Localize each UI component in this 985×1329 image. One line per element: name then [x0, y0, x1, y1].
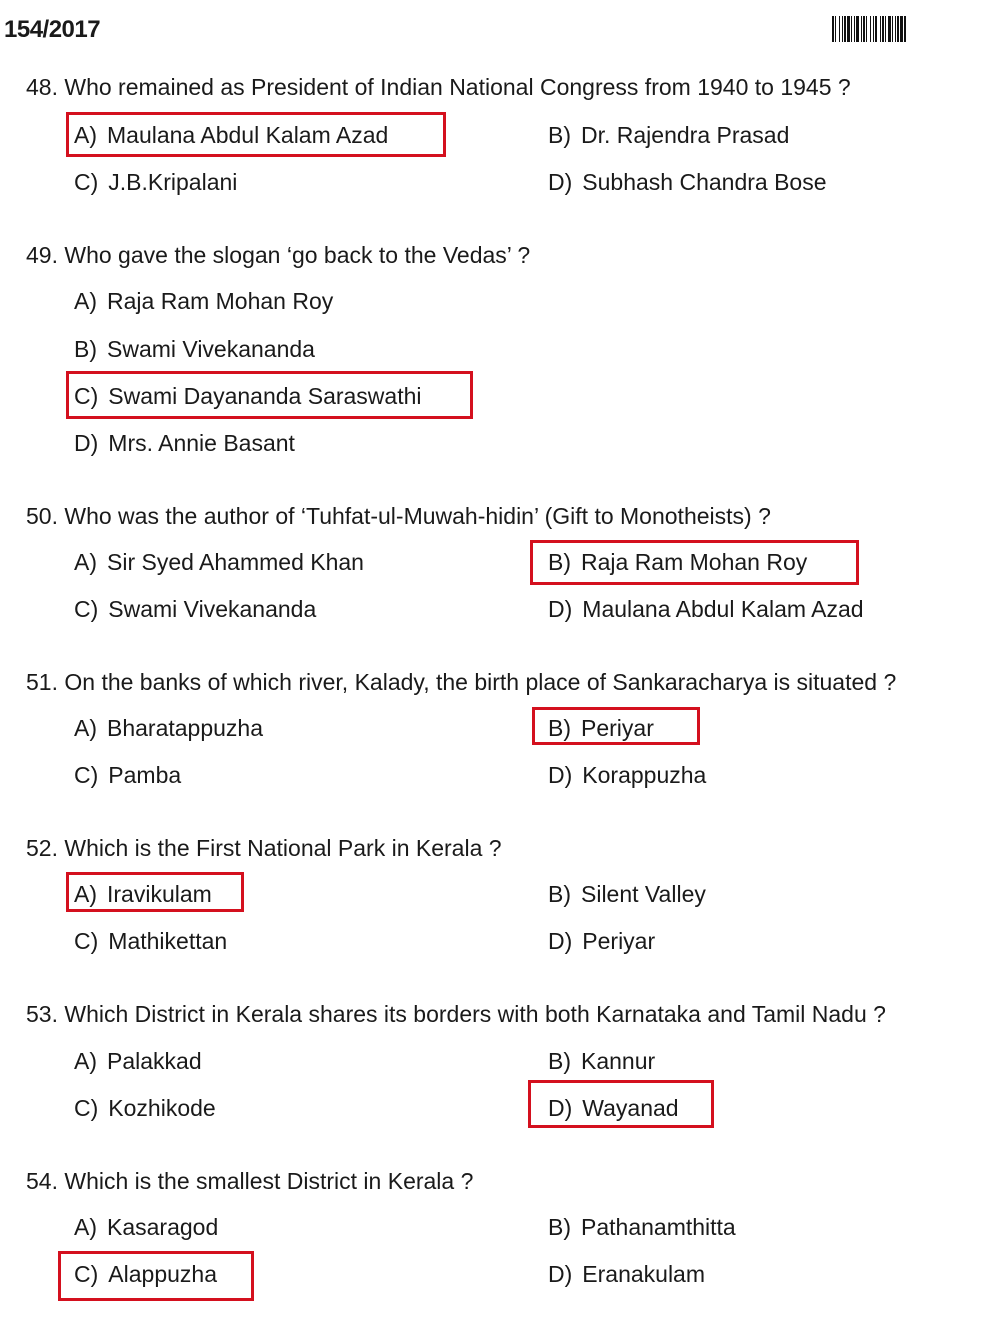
option-text: Subhash Chandra Bose — [582, 169, 827, 195]
option-49-a — [74, 288, 333, 315]
option-text: Sir Syed Ahammed Khan — [107, 549, 364, 575]
option-text: Periyar — [582, 928, 656, 954]
option-53-c — [74, 1095, 216, 1122]
option-label: A) — [74, 1048, 97, 1074]
option-label: B) — [548, 881, 571, 907]
question-54 — [26, 1168, 473, 1195]
option-text: Dr. Rajendra Prasad — [581, 122, 790, 148]
option-48-c — [74, 169, 237, 196]
option-50-c — [74, 596, 316, 623]
option-label: B) — [548, 715, 571, 741]
option-52-b — [548, 881, 706, 908]
option-label: C) — [74, 596, 99, 622]
question-52 — [26, 835, 502, 862]
option-text: Maulana Abdul Kalam Azad — [582, 596, 864, 622]
option-label: C) — [74, 1261, 99, 1287]
barcode — [832, 16, 982, 42]
option-text: Iravikulam — [107, 881, 212, 907]
option-text: Kozhikode — [108, 1095, 216, 1121]
option-text: Swami Vivekananda — [107, 336, 315, 362]
option-label: D) — [548, 1261, 573, 1287]
option-label: B) — [548, 1214, 571, 1240]
question-number: 48. — [26, 74, 58, 100]
option-label: A) — [74, 715, 97, 741]
question-text: Who gave the slogan ‘go back to the Vedas’ ? — [64, 242, 531, 268]
option-53-b — [548, 1048, 655, 1075]
option-label: B) — [548, 122, 571, 148]
option-52-c — [74, 928, 227, 955]
question-number: 49. — [26, 242, 58, 268]
option-label: A) — [74, 122, 97, 148]
question-50 — [26, 503, 771, 530]
option-51-d — [548, 762, 706, 789]
answer-highlight-48 — [66, 112, 446, 157]
question-text: Who was the author of ‘Tuhfat-ul-Muwah-hidin’ (Gift to Monotheists) ? — [64, 503, 771, 529]
option-label: B) — [548, 1048, 571, 1074]
question-53 — [26, 1001, 886, 1028]
option-51-c — [74, 762, 181, 789]
option-text: Mathikettan — [108, 928, 228, 954]
option-text: Kasaragod — [107, 1214, 219, 1240]
option-label: A) — [74, 881, 97, 907]
option-text: Palakkad — [107, 1048, 202, 1074]
question-number: 52. — [26, 835, 58, 861]
question-text: Which District in Kerala shares its borders with both Karnataka and Tamil Nadu ? — [64, 1001, 886, 1027]
option-label: D) — [548, 169, 573, 195]
option-text: Wayanad — [582, 1095, 679, 1121]
option-label: D) — [548, 1095, 573, 1121]
option-text: Alappuzha — [108, 1261, 217, 1287]
question-text: Which is the smallest District in Kerala ? — [64, 1168, 474, 1194]
option-text: Periyar — [581, 715, 654, 741]
option-label: A) — [74, 288, 97, 314]
option-49-d — [74, 430, 295, 457]
option-51-a — [74, 715, 263, 742]
answer-highlight-53 — [528, 1080, 714, 1128]
option-text: Kannur — [581, 1048, 656, 1074]
option-text: Raja Ram Mohan Roy — [107, 288, 334, 314]
option-text: Mrs. Annie Basant — [108, 430, 295, 456]
option-label: B) — [74, 336, 97, 362]
option-text: Korappuzha — [582, 762, 707, 788]
question-number: 54. — [26, 1168, 58, 1194]
option-48-d — [548, 169, 827, 196]
option-50-a — [74, 549, 364, 576]
paper-code: 154/2017 — [4, 16, 101, 43]
option-52-d — [548, 928, 655, 955]
option-label: C) — [74, 928, 99, 954]
option-text: Raja Ram Mohan Roy — [581, 549, 808, 575]
option-text: Swami Vivekananda — [108, 596, 317, 622]
question-51 — [26, 669, 896, 696]
question-number: 50. — [26, 503, 58, 529]
question-49 — [26, 242, 530, 269]
option-label: C) — [74, 169, 99, 195]
option-49-b — [74, 336, 315, 363]
option-48-b — [548, 122, 789, 149]
option-text: Bharatappuzha — [107, 715, 264, 741]
option-label: B) — [548, 549, 571, 575]
option-text: Pamba — [108, 762, 182, 788]
option-54-b — [548, 1214, 736, 1241]
option-label: D) — [548, 596, 573, 622]
question-text: On the banks of which river, Kalady, the birth place of Sankaracharya is situated ? — [64, 669, 897, 695]
answer-highlight-50 — [530, 540, 859, 585]
option-text: Maulana Abdul Kalam Azad — [107, 122, 389, 148]
option-54-a — [74, 1214, 218, 1241]
question-number: 53. — [26, 1001, 58, 1027]
answer-highlight-51 — [532, 707, 700, 745]
option-text: J.B.Kripalani — [108, 169, 238, 195]
option-50-d — [548, 596, 864, 623]
option-text: Eranakulam — [582, 1261, 706, 1287]
option-label: D) — [74, 430, 99, 456]
question-text: Who remained as President of Indian National Congress from 1940 to 1945 ? — [64, 74, 851, 100]
answer-highlight-49 — [66, 371, 473, 419]
question-48 — [26, 74, 851, 101]
option-label: C) — [74, 762, 99, 788]
option-53-a — [74, 1048, 202, 1075]
option-label: D) — [548, 762, 573, 788]
option-text: Pathanamthitta — [581, 1214, 736, 1240]
option-label: C) — [74, 383, 99, 409]
option-54-d — [548, 1261, 705, 1288]
question-number: 51. — [26, 669, 58, 695]
answer-highlight-52 — [66, 872, 244, 912]
option-text: Swami Dayananda Saraswathi — [108, 383, 422, 409]
answer-highlight-54 — [58, 1251, 254, 1301]
option-label: A) — [74, 1214, 97, 1240]
option-label: C) — [74, 1095, 99, 1121]
option-label: A) — [74, 549, 97, 575]
option-label: D) — [548, 928, 573, 954]
question-text: Which is the First National Park in Kerala ? — [64, 835, 502, 861]
option-text: Silent Valley — [581, 881, 706, 907]
